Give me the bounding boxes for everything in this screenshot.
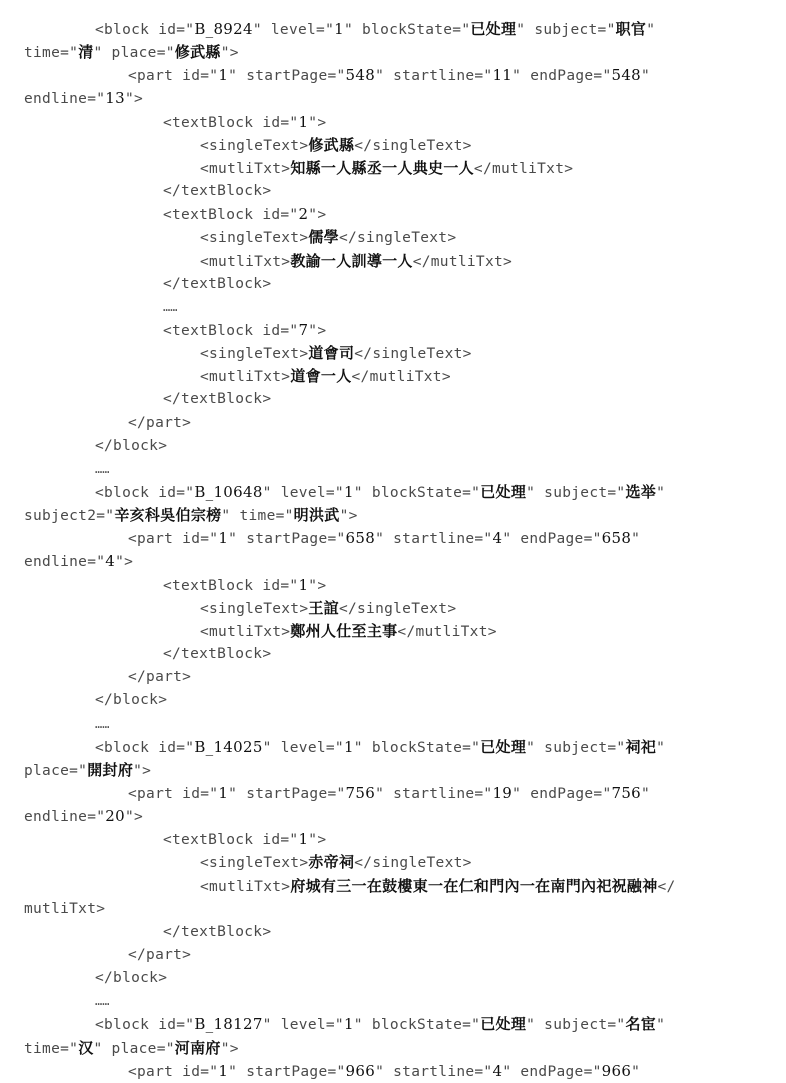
markup-text: <mutliTxt> [200, 369, 291, 386]
chinese-text: 儒學 [308, 228, 339, 247]
code-line [0, 643, 786, 665]
chinese-text: 修武縣 [308, 135, 355, 154]
markup-text: " endPage=" [512, 785, 612, 802]
markup-text: </singleText> [338, 600, 457, 617]
markup-text: endline=" [24, 554, 106, 571]
markup-text: "> [115, 554, 134, 571]
markup-text: "> [308, 832, 327, 849]
code-line [0, 851, 786, 874]
attribute-value: 1 [218, 529, 229, 548]
markup-text: </textBlock> [163, 923, 272, 940]
markup-text: </mutliTxt> [351, 369, 451, 386]
markup-text: <part id=" [128, 68, 219, 85]
chinese-text: 河南府 [174, 1038, 221, 1057]
attribute-value: 1 [298, 575, 309, 594]
code-line [0, 87, 786, 110]
markup-text: "> [220, 45, 239, 62]
chinese-text: 已处理 [470, 20, 517, 38]
markup-text: <mutliTxt> [200, 878, 291, 895]
markup-text: subject2=" [24, 508, 115, 525]
markup-text: " endPage=" [512, 68, 612, 85]
markup-text: <mutliTxt> [200, 253, 291, 270]
code-line [0, 134, 786, 157]
code-line [0, 666, 786, 688]
markup-text: </block> [95, 970, 168, 987]
markup-text: </singleText> [354, 855, 472, 872]
attribute-value: 13 [105, 89, 125, 108]
markup-text: "> [339, 508, 358, 525]
markup-text: endline=" [24, 91, 106, 108]
markup-text: " level=" [262, 485, 344, 501]
attribute-value: 966 [601, 1061, 632, 1080]
code-line [0, 273, 786, 295]
markup-text: </textBlock> [163, 183, 272, 199]
code-line [0, 944, 786, 966]
markup-text: " startPage=" [228, 531, 346, 548]
markup-text: " subject=" [526, 1017, 626, 1034]
markup-text: " place=" [93, 1040, 175, 1057]
chinese-text: 赤帝祠 [308, 853, 355, 872]
attribute-value: 7 [298, 320, 309, 339]
markup-text: " startPage=" [228, 1063, 346, 1080]
attribute-value: 1 [343, 737, 354, 756]
code-line [0, 41, 786, 64]
markup-text: </part> [128, 669, 192, 686]
markup-text: "> [308, 207, 327, 224]
code-line [0, 736, 786, 759]
code-line [0, 458, 786, 480]
markup-text: mutliTxt> [24, 900, 106, 917]
markup-text: <part id=" [128, 531, 219, 548]
code-line [0, 319, 786, 342]
code-line [0, 226, 786, 249]
markup-text: " place=" [93, 45, 175, 62]
chinese-text: 修武縣 [174, 43, 221, 62]
attribute-value: 756 [611, 783, 642, 802]
chinese-text: 已处理 [480, 737, 527, 756]
markup-text: " blockState=" [353, 1017, 481, 1034]
attribute-value: B_8924 [194, 20, 253, 38]
markup-text: <part id=" [128, 1063, 219, 1080]
markup-text: <textBlock id=" [163, 832, 299, 849]
markup-text: place=" [24, 762, 88, 779]
code-line [0, 481, 786, 504]
markup-text: </ [657, 878, 676, 895]
chinese-text: 清 [78, 43, 94, 62]
code-line [0, 342, 786, 365]
markup-text: " startline=" [375, 785, 493, 802]
markup-text: <singleText> [200, 855, 309, 872]
code-line [0, 689, 786, 711]
code-line [0, 1013, 786, 1036]
attribute-value: 1 [343, 1015, 354, 1034]
markup-text: " startline=" [375, 1063, 493, 1080]
chinese-text: 教諭一人訓導一人 [290, 251, 413, 270]
markup-text: " [656, 1017, 666, 1034]
code-line [0, 1060, 786, 1083]
code-line [0, 597, 786, 620]
code-line [0, 296, 786, 318]
markup-text: "> [124, 91, 144, 108]
attribute-value: B_10648 [194, 483, 263, 501]
attribute-value: 2 [298, 205, 309, 224]
chinese-text: 辛亥科吳伯宗榜 [114, 506, 222, 525]
attribute-value: 11 [492, 66, 513, 85]
markup-text: </part> [128, 947, 192, 963]
code-line [0, 620, 786, 643]
markup-text: <singleText> [200, 600, 309, 617]
markup-text: " [631, 531, 641, 548]
markup-text: </mutliTxt> [473, 160, 574, 177]
markup-text: "> [133, 762, 152, 779]
attribute-value: 4 [105, 552, 116, 571]
markup-text: "> [308, 114, 327, 131]
markup-text: </singleText> [338, 230, 457, 247]
code-line [0, 435, 786, 457]
markup-text: <mutliTxt> [200, 623, 291, 640]
chinese-text: 已处理 [480, 483, 527, 501]
markup-text: " blockState=" [343, 22, 471, 38]
chinese-text: 明洪武 [293, 506, 340, 525]
markup-text: " blockState=" [353, 485, 481, 501]
markup-text: " subject=" [526, 739, 626, 756]
markup-text: " level=" [262, 739, 344, 756]
code-line [0, 898, 786, 920]
attribute-value: 658 [345, 529, 376, 548]
code-line [0, 365, 786, 388]
code-line [0, 504, 786, 527]
markup-text: endline=" [24, 809, 106, 826]
code-line [0, 1037, 786, 1060]
markup-text: </block> [95, 692, 168, 709]
attribute-value: 658 [601, 529, 632, 548]
attribute-value: 19 [492, 783, 513, 802]
markup-text: " level=" [252, 22, 335, 38]
markup-text: <block id=" [95, 485, 195, 501]
markup-text: </mutliTxt> [397, 623, 497, 640]
ellipsis: …… [95, 461, 110, 476]
chinese-text: 已处理 [480, 1015, 527, 1034]
markup-text: " [646, 22, 656, 38]
code-line [0, 180, 786, 202]
code-line [0, 550, 786, 573]
markup-text: </mutliTxt> [412, 253, 513, 270]
code-line [0, 203, 786, 226]
markup-text: <textBlock id=" [163, 114, 299, 131]
code-line [0, 111, 786, 134]
chinese-text: 道會一人 [290, 367, 352, 386]
attribute-value: B_18127 [194, 1015, 263, 1034]
code-line [0, 412, 786, 434]
markup-text: <block id=" [95, 1017, 195, 1034]
code-line [0, 250, 786, 273]
ellipsis: …… [163, 299, 178, 314]
attribute-value: 966 [345, 1061, 376, 1080]
markup-text: <singleText> [200, 137, 309, 154]
attribute-value: 1 [218, 66, 229, 85]
chinese-text: 鄭州人仕至主事 [290, 621, 398, 640]
attribute-value: 1 [298, 830, 309, 849]
code-line [0, 875, 786, 898]
markup-text: " [656, 485, 666, 501]
code-line [0, 967, 786, 989]
attribute-value: 4 [492, 1061, 503, 1080]
markup-text: " startline=" [375, 68, 493, 85]
code-line [0, 759, 786, 782]
markup-text: <mutliTxt> [200, 160, 291, 177]
markup-text: " endPage=" [502, 1063, 602, 1080]
attribute-value: 1 [343, 483, 354, 501]
markup-text: " subject=" [526, 485, 626, 501]
code-line [0, 18, 786, 41]
markup-text: "> [308, 577, 327, 594]
chinese-text: 名宦 [625, 1015, 657, 1034]
code-line [0, 527, 786, 550]
markup-text: <textBlock id=" [163, 322, 299, 339]
attribute-value: B_14025 [194, 737, 263, 756]
markup-text: <block id=" [95, 739, 195, 756]
markup-text: </singleText> [354, 137, 472, 154]
ellipsis: …… [95, 994, 110, 1009]
chinese-text: 府城有三一在鼓樓東一在仁和門內一在南門內祀祝融神 [290, 876, 658, 895]
markup-text: <part id=" [128, 785, 219, 802]
markup-text: time=" [24, 45, 79, 62]
code-line [0, 64, 786, 87]
markup-text: " time=" [221, 508, 294, 525]
chinese-text: 王誼 [308, 598, 339, 617]
code-line [0, 388, 786, 410]
markup-text: " blockState=" [353, 739, 481, 756]
markup-text: </textBlock> [163, 646, 272, 662]
attribute-value: 548 [345, 66, 376, 85]
markup-text: </block> [95, 437, 168, 454]
attribute-value: 756 [345, 783, 376, 802]
markup-text: " startPage=" [228, 785, 346, 802]
attribute-value: 1 [298, 112, 309, 131]
markup-text: </part> [128, 414, 192, 431]
ellipsis: …… [95, 716, 110, 731]
markup-text: "> [124, 809, 144, 826]
code-line [0, 805, 786, 828]
markup-text: "> [220, 1040, 239, 1057]
markup-text: " level=" [262, 1017, 344, 1034]
markup-text: " endPage=" [502, 531, 602, 548]
markup-text: " [656, 739, 666, 756]
attribute-value: 4 [492, 529, 503, 548]
attribute-value: 1 [334, 20, 344, 38]
code-line [0, 574, 786, 597]
attribute-value: 548 [611, 66, 642, 85]
code-line [0, 713, 786, 735]
chinese-text: 知縣一人縣丞一人典史一人 [290, 158, 474, 177]
markup-text: " [641, 785, 651, 802]
code-line [0, 990, 786, 1012]
chinese-text: 汉 [78, 1038, 94, 1057]
attribute-value: 1 [218, 1061, 229, 1080]
code-line [0, 157, 786, 180]
markup-text: " startline=" [375, 531, 493, 548]
chinese-text: 道會司 [308, 344, 355, 363]
markup-text: " startPage=" [228, 68, 346, 85]
markup-text: " [631, 1063, 641, 1080]
markup-text: " [641, 68, 651, 85]
markup-text: "> [308, 322, 327, 339]
markup-text: </textBlock> [163, 275, 272, 292]
attribute-value: 1 [218, 783, 229, 802]
chinese-text: 职官 [615, 20, 647, 38]
code-line [0, 828, 786, 851]
markup-text: <block id=" [95, 22, 195, 38]
markup-text: </singleText> [354, 346, 472, 363]
code-line [0, 921, 786, 943]
markup-text: time=" [24, 1040, 79, 1057]
code-line [0, 782, 786, 805]
markup-text: <singleText> [200, 346, 309, 363]
chinese-text: 选举 [625, 483, 657, 501]
markup-text: <textBlock id=" [163, 207, 299, 224]
markup-text: </textBlock> [163, 391, 272, 408]
markup-text: <singleText> [200, 230, 309, 247]
attribute-value: 20 [105, 807, 125, 826]
chinese-text: 開封府 [87, 760, 134, 779]
chinese-text: 祠祀 [625, 737, 657, 756]
markup-text: " subject=" [516, 22, 616, 38]
markup-text: <textBlock id=" [163, 577, 299, 594]
